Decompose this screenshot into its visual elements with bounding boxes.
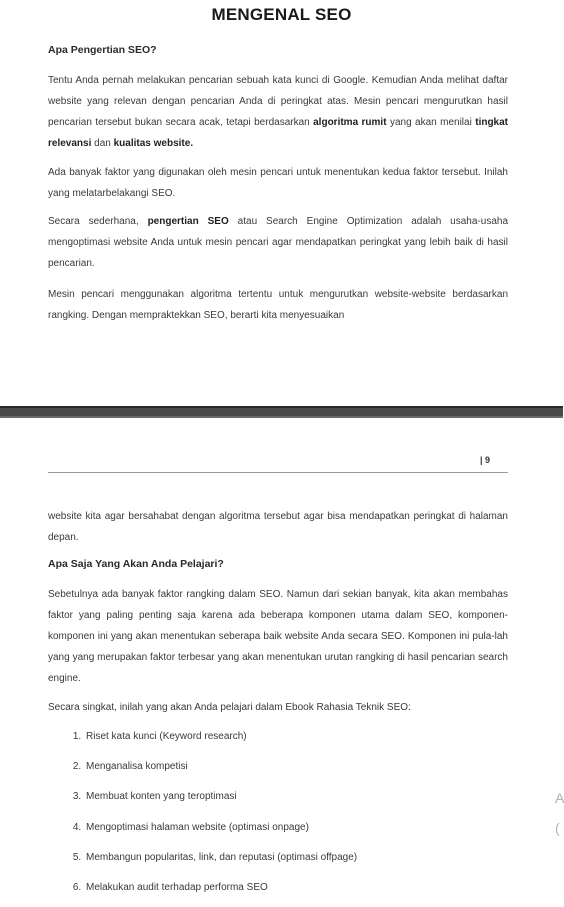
- learning-list: [48, 726, 357, 907]
- document-page-1: [0, 0, 563, 406]
- list-item: 2. Menganalisa kompetisi: [84, 756, 357, 786]
- paragraph-intro: [48, 70, 508, 154]
- list-item: 4. Mengoptimasi halaman website (optimasi onpage): [84, 817, 357, 847]
- paragraph-text: Tentu Anda pernah melakukan pencarian sebuah kata kunci di Google. Kemudian Anda melihat daftar website yang relevan dengan pencarian Anda di peringkat atas. Mesin pencari mengurutkan hasil pencarian tersebut bukan secara acak, tetapi berdasarkan: [48, 75, 508, 128]
- page-number: | 9: [480, 455, 491, 465]
- paragraph-text: Secara sederhana,: [48, 216, 148, 227]
- list-item: 3. Membuat konten yang teroptimasi: [84, 786, 357, 816]
- header-rule: [48, 472, 508, 473]
- page-separator: [0, 406, 563, 418]
- bold-text: kualitas website.: [113, 138, 194, 149]
- paragraph-text: yang akan menilai: [386, 117, 476, 128]
- paragraph-text: dan: [91, 138, 114, 149]
- bold-text: algoritma rumit: [313, 117, 387, 128]
- section-heading-what-you-learn: Apa Saja Yang Akan Anda Pelajari?: [48, 558, 224, 570]
- page-title: MENGENAL SEO: [211, 5, 352, 24]
- list-item: 6. Melakukan audit terhadap performa SEO: [84, 877, 357, 907]
- paragraph-factors: Ada banyak faktor yang digunakan oleh mesin pencari untuk menentukan kedua faktor tersebut. Inilah yang melatarbelakangi SEO.: [48, 167, 508, 199]
- paragraph-ranking-factors: Sebetulnya ada banyak faktor rangking dalam SEO. Namun dari sekian banyak, kita akan membahas faktor yang paling penting saja karena ada beberapa komponen utama dalam SEO, komponen-komponen ini yang akan menentukan seberapa baik website Anda secara SEO. Komponen ini pula-lah yang yang merupakan faktor terbesar yang akan menentukan urutan rangking di hasil pencarian search engine.: [48, 589, 508, 684]
- paragraph-definition: [48, 211, 508, 274]
- bold-text: tingkat relevansi: [48, 117, 509, 149]
- list-item: 5. Membangun popularitas, link, dan reputasi (optimasi offpage): [84, 847, 357, 877]
- paragraph-summary: Secara singkat, inilah yang akan Anda pelajari dalam Ebook Rahasia Teknik SEO:: [48, 702, 411, 713]
- paragraph-text: atau Search Engine Optimization adalah usaha-usaha mengoptimasi website Anda untuk mesin pencari agar mendapatkan peringkat yang lebih baik di hasil pencarian.: [48, 216, 509, 269]
- bold-text: pengertian SEO: [147, 216, 229, 227]
- paragraph-algorithm: Mesin pencari menggunakan algoritma tertentu untuk mengurutkan website-website berdasarkan rangking. Dengan mempraktekkan SEO, berarti kita menyesuaikan: [48, 289, 508, 321]
- side-mark: A: [555, 790, 564, 806]
- section-heading-seo-definition: Apa Pengertian SEO?: [48, 44, 157, 56]
- list-item: 1. Riset kata kunci (Keyword research): [84, 726, 357, 756]
- side-mark: (: [555, 820, 560, 836]
- paragraph-continuation: website kita agar bersahabat dengan algoritma tersebut agar bisa mendapatkan peringkat di halaman depan.: [48, 511, 508, 543]
